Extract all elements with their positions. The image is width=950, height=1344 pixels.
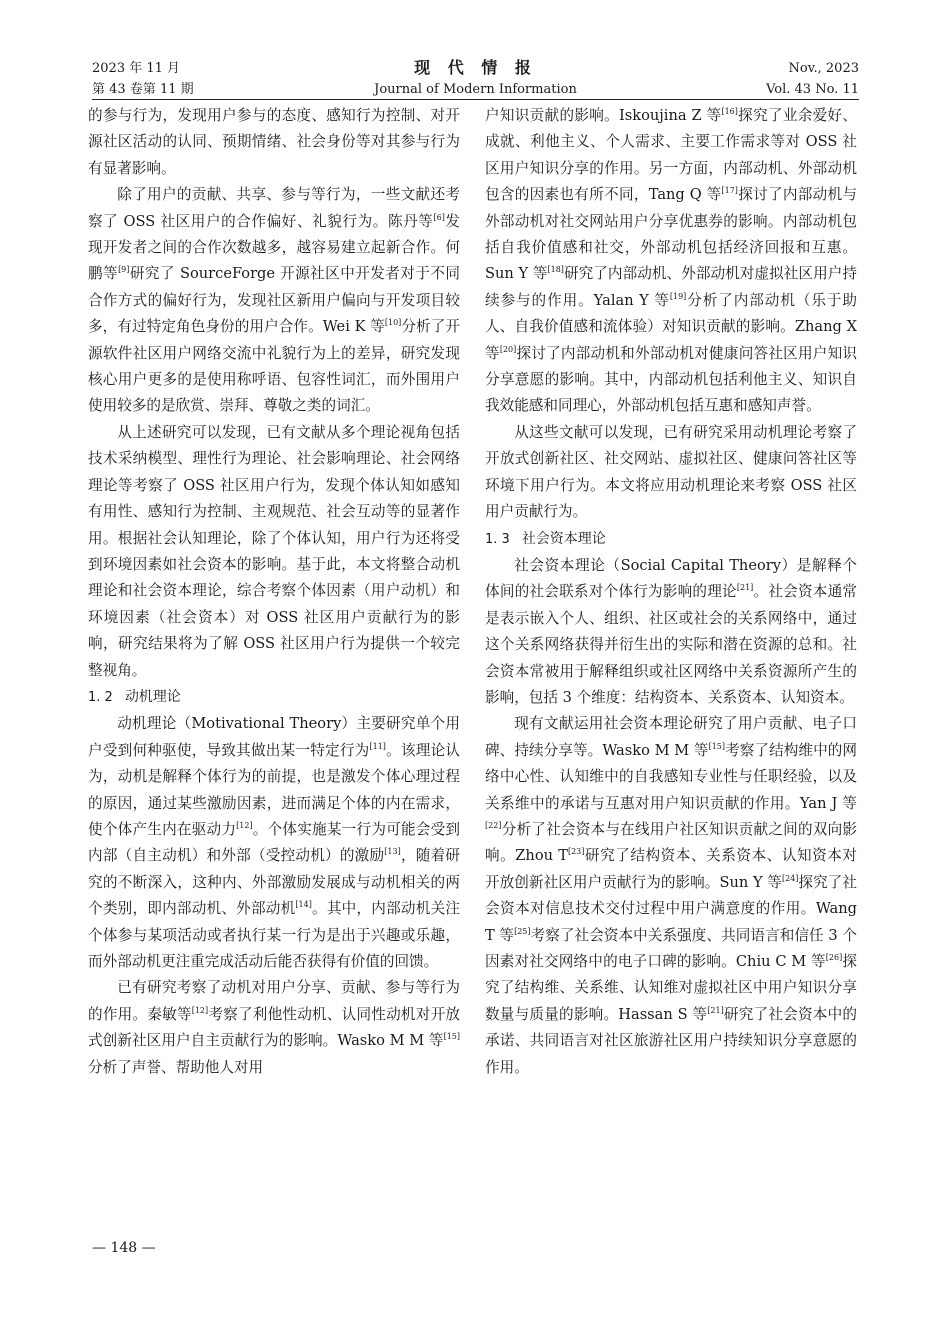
journal-title-cn: 现 代 情 报 [414,58,537,77]
header-volume-en: Vol. 43 No. 11 [766,82,859,97]
paragraph: 已有研究考察了动机对用户分享、贡献、参与等行为的作用。秦敏等[12]考察了利他性动机、认同性动机对开放式创新社区用户自主贡献行为的影响。Wasko M M 等[15]分析了声誉、帮助他人对用 [88,979,460,1076]
citation[interactable]: [18] [547,265,564,275]
paragraph: 动机理论（Motivational Theory）主要研究单个用户受到何种驱使，导致其做出某一特定行为[11]。该理论认为，动机是解释个体行为的前提，也是激发个体心理过程的原因，通过某些激励因素，进而满足个体的内在需求，使个体产生内在驱动力[12]。个体实施某一行为可能会受到内部（自主动机）和外部（受控动机）的激励[13]，随着研究的不断深入，这种内、外部激励发展成与动机相关的两个类别，即内部动机、外部动机[14]。其中，内部动机关注个体参与某项活动或者执行某一行为是出于兴趣或乐趣，而外部动机更注重完成活动后能否获得有价值的回馈。 [88,715,460,970]
journal-title-en: Journal of Modern Information [374,82,577,97]
header-rule [92,99,859,100]
citation[interactable]: [6] [433,212,445,222]
citation[interactable]: [26] [825,953,843,963]
citation[interactable]: [24] [781,873,799,883]
citation[interactable]: [22] [485,821,502,831]
citation[interactable]: [14] [295,900,312,910]
citation[interactable]: [10] [384,318,402,328]
citation[interactable]: [21] [707,1005,724,1015]
paragraph: 从上述研究可以发现，已有文献从多个理论视角包括技术采纳模型、理性行为理论、社会影响理论、社会网络理论等考察了 OSS 社区用户行为，发现个体认知如感知有用性、感知行为控制、主观规范、社会互动等的显著作用。根据社会认知理论，除了个体认知，用户行为还将受到环境因素如社会资本的影响。基于此，本文将整合动机理论和社会资本理论，综合考察个体因素（用户动机）和环境因素（社会资本）对 OSS 社区用户贡献行为的影响，研究结果将为了解 OSS 社区用户行为提供一个较完整视角。 [88,423,460,679]
citation[interactable]: [21] [736,583,754,593]
section-heading-1-3: 1. 3 社会资本理论 [485,530,606,547]
section-heading-1-2: 1. 2 动机理论 [88,688,181,705]
citation[interactable]: [12] [191,1005,209,1015]
citation[interactable]: [20] [499,344,517,354]
paragraph: 从这些文献可以发现，已有研究采用动机理论考察了开放式创新社区、社交网站、虚拟社区、健康问答社区等环境下用户行为。本文将应用动机理论来考察 OSS 社区用户贡献行为。 [485,423,857,521]
citation[interactable]: [13] [384,847,401,857]
citation[interactable]: [19] [669,291,687,301]
citation[interactable]: [12] [236,821,253,831]
paragraph: 的参与行为，发现用户参与的态度、感知行为控制、对开源社区活动的认同、预期情绪、社会身份等对其参与行为有显著影响。 [88,107,460,177]
header-date-cn: 2023 年 11 月 [92,61,181,76]
citation[interactable]: [11] [369,741,386,751]
paragraph: 除了用户的贡献、共享、参与等行为，一些文献还考察了 OSS 社区用户的合作偏好、礼貌行为。陈丹等[6]发现开发者之间的合作次数越多，越容易建立起新合作。何鹏等[9]研究了 SourceForge 开源社区中开发者对于不同合作方式的偏好行为，发现社区新用户偏向与开发项目较多，有过特定角色身份的用户合作。Wei K 等[10]分析了开源软件社区用户网络交流中礼貌行为上的差异，研究发现核心用户更多的是使用称呼语、包容性词汇，而外围用户使用较多的是欣赏、崇拜、尊敬之类的词汇。 [88,186,460,415]
paragraph: 户知识贡献的影响。Iskoujina Z 等[16]探究了业余爱好、成就、利他主义、个人需求、主要工作需求等对 OSS 社区用户知识分享的作用。另一方面，内部动机、外部动机包含的因素也有所不同，Tang Q 等[17]探讨了内部动机与外部动机对社交网站用户分享优惠券的影响。内部动机包括自我价值感和社交，外部动机包括经济回报和互惠。Sun Y 等[18]研究了内部动机、外部动机对虚拟社区用户持续参与的作用。Yalan Y 等[19]分析了内部动机（乐于助人、自我价值感和流体验）对知识贡献的影响。Zhang X 等[20]探讨了内部动机和外部动机对健康问答社区用户知识分享意愿的影响。其中，内部动机包括利他主义、知识自我效能感和同理心，外部动机包括互惠和感知声誉。 [485,107,857,415]
citation[interactable]: [16] [721,107,738,117]
citation[interactable]: [15] [443,1032,460,1042]
left-column [88,103,460,1081]
citation[interactable]: [17] [721,186,738,196]
citation[interactable]: [25] [514,926,531,936]
page-number: — 148 — [92,1240,156,1256]
header-date-en: Nov., 2023 [788,61,859,76]
right-column [485,103,857,1081]
citation[interactable]: [15] [708,741,725,751]
citation[interactable]: [9] [118,265,130,275]
citation[interactable]: [23] [567,847,585,857]
header-issue-cn: 第 43 卷第 11 期 [92,82,194,97]
paragraph: 现有文献运用社会资本理论研究了用户贡献、电子口碑、持续分享等。Wasko M M 等[15]考察了结构维中的网络中心性、认知维中的自我感知专业性与任职经验，以及关系维中的承诺与互惠对用户知识贡献的作用。Yan J 等[22]分析了社会资本与在线用户社区知识贡献之间的双向影响。Zhou T[23]研究了结构资本、关系资本、认知资本对开放创新社区用户贡献行为的影响。Sun Y 等[24]探究了社会资本对信息技术交付过程中用户满意度的作用。Wang T 等[25]考察了社会资本中关系强度、共同语言和信任 3 个因素对社交网络中的电子口碑的影响。Chiu C M 等[26]探究了结构维、关系维、认知维对虚拟社区中用户知识分享数量与质量的影响。Hassan S 等[21]研究了社会资本中的承诺、共同语言对社区旅游社区用户持续知识分享意愿的作用。 [485,715,857,1076]
paragraph: 社会资本理论（Social Capital Theory）是解释个体间的社会联系对个体行为影响的理论[21]。社会资本通常是表示嵌入个人、组织、社区或社会的关系网络中，通过这个关系网络获得并衍生出的实际和潜在资源的总和。社会资本常被用于解释组织或社区网络中关系资源所产生的影响，包括 3 个维度：结构资本、关系资本、认知资本。 [485,556,857,706]
